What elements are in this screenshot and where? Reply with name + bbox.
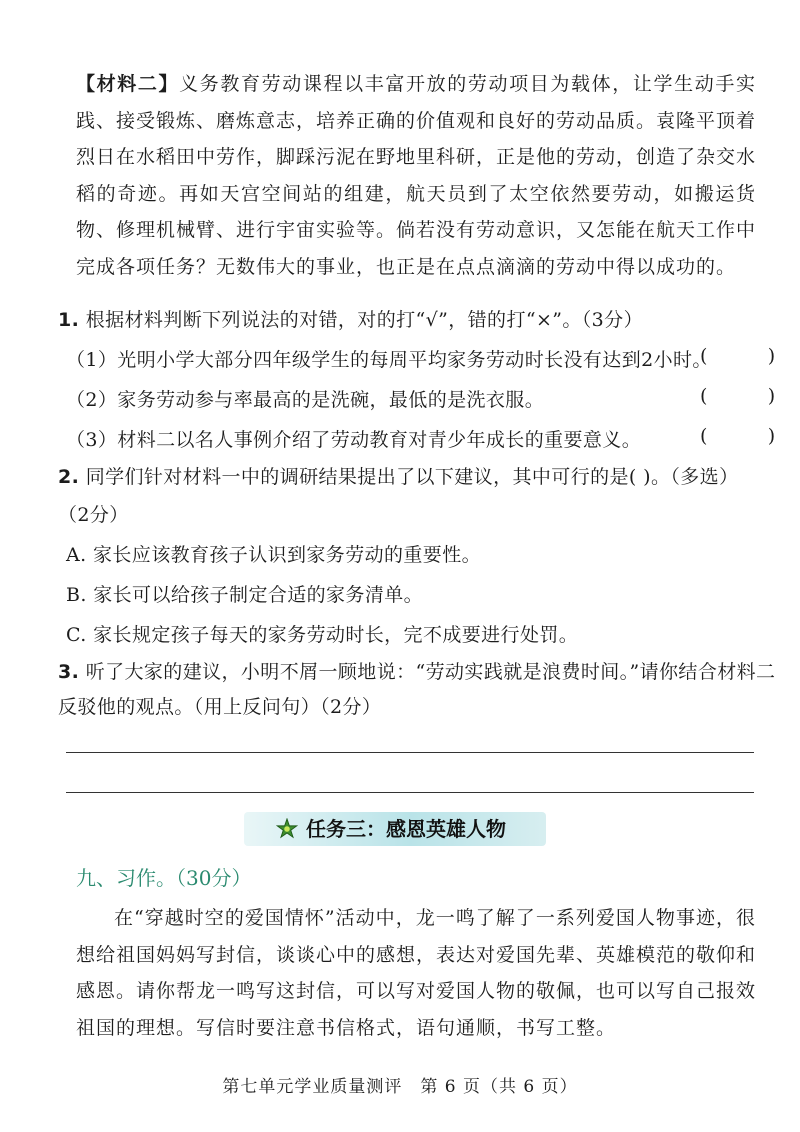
question-1-number: 1. (58, 309, 80, 331)
option-c: C. 家长规定孩子每天的家务劳动时长，完不成要进行处罚。 (66, 624, 579, 646)
question-1-text: 根据材料判断下列说法的对错，对的打“√”，错的打“×”。（3分） (85, 309, 643, 331)
question-3-line-2: 反驳他的观点。（用上反问句）（2分） (58, 696, 382, 718)
answer-blank-2[interactable]: ( ) (700, 385, 776, 407)
section-9-title: 九、习作。（30分） (76, 866, 252, 890)
question-2-score: （2分） (58, 504, 129, 526)
question-1 (58, 305, 758, 332)
material2-text: 义务教育劳动课程以丰富开放的劳动项目为载体，让学生动手实践、接受锻炼、磨炼意志，培养正确的价值观和良好的劳动品质。袁隆平顶着烈日在水稻田中劳作，脚踩污泥在野地里科研，正是他的劳动，创造了杂交水稻的奇迹。再如天宫空间站的组建，航天员到了太空依然要劳动，如搬运货物、修理机械臂、进行宇宙实验等。倘若没有劳动意识，又怎能在航天工作中完成各项任务？无数伟大的事业，也正是在点点滴滴的劳动中得以成功的。 (76, 73, 757, 278)
answer-line-2[interactable] (66, 792, 754, 793)
option-a: A. 家长应该教育孩子认识到家务劳动的重要性。 (66, 544, 482, 566)
question-3 (58, 657, 776, 684)
star-icon (276, 818, 298, 840)
material2-paragraph (76, 66, 756, 285)
question-2-text: 同学们针对材料一中的调研结果提出了以下建议，其中可行的是( )。（多选） (85, 466, 739, 488)
answer-blank-1[interactable]: ( ) (700, 345, 776, 367)
question-1-item-1: （1）光明小学大部分四年级学生的每周平均家务劳动时长没有达到2小时。 (66, 349, 712, 371)
option-b: B. 家长可以给孩子制定合适的家务清单。 (66, 584, 424, 606)
material2-label: 【材料二】 (76, 73, 180, 95)
question-1-item-2: （2）家务劳动参与率最高的是洗碗，最低的是洗衣服。 (66, 389, 545, 411)
question-1-item-3: （3）材料二以名人事例介绍了劳动教育对青少年成长的重要意义。 (66, 429, 642, 451)
question-3-line-1: 听了大家的建议，小明不屑一顾地说：“劳动实践就是浪费时间。”请你结合材料二 (85, 661, 776, 683)
question-2 (58, 462, 758, 489)
answer-blank-3[interactable]: ( ) (700, 425, 776, 447)
question-3-number: 3. (58, 661, 80, 683)
page-footer: 第七单元学业质量测评 第 6 页（共 6 页） (222, 1077, 578, 1097)
section-9-text: 在“穿越时空的爱国情怀”活动中，龙一鸣了解了一系列爱国人物事迹，很想给祖国妈妈写封信，谈谈心中的感想，表达对爱国先辈、英雄模范的敬仰和感恩。请你帮龙一鸣写这封信，可以写对爱国人物的敬佩，也可以写自己报效祖国的理想。写信时要注意书信格式，语句通顺，书写工整。 (76, 907, 757, 1039)
task-3-title: 任务三：感恩英雄人物 (306, 817, 506, 841)
answer-line-1[interactable] (66, 752, 754, 753)
question-2-number: 2. (58, 466, 80, 488)
